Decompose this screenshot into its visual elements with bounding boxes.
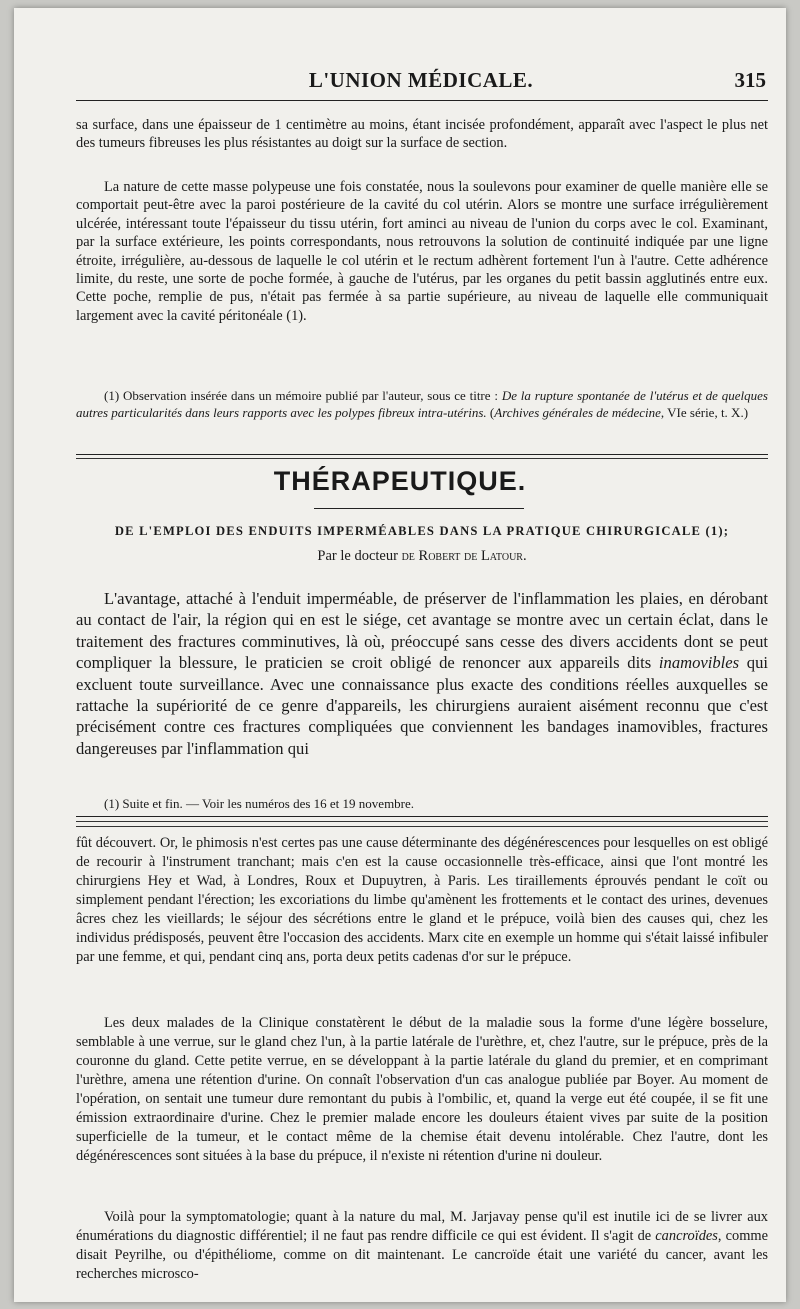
header-rule [76,100,768,101]
article-body: L'avantage, attaché à l'enduit imperméable, de préserver de l'inflammation les plaies, en dérobant au contact de l'air, la région qui en est le siége, cet avantage se montre avec un certain éclat, dans le traitement des fractures comminutives, là où, préoccupé sans cesse des divers accidents dont se peut compliquer la blessure, le praticien se croit obligé de renoncer aux appareils dits inamovibles qui excluent toute surveillance. Avec une connaissance plus exacte des conditions réelles auxquelles se rattache la supériorité de ce genre d'appareils, les chirurgiens auraient aisément reconnu que c'est précisément contre ces fractures compliquées que conviennent les bandages inamovibles, fractures dangereuses par l'inflammation qui [76,589,768,758]
byline: Par le docteur de Robert de Latour. [317,548,527,564]
section-title-underline [314,508,524,509]
page-number: 315 [734,68,766,92]
top-footnote: (1) Observation insérée dans un mémoire publié par l'auteur, sous ce titre : De la rupture spontanée de l'utérus et de quelques autres particularités dans leurs rapports avec les polypes fibreux intra-utérins. (Archives générales de médecine, VIe série, t. X.) [76,388,768,420]
newspaper-page [14,8,786,1302]
top-paragraph-2: La nature de cette masse polypeuse une fois constatée, nous la soulevons pour examiner de quelle manière elle se comportait peut-être avec la paroi postérieure de la cavité du col utérin. Alors se montre une surface irrégulièrement ulcérée, intéressant toute l'épaisseur du tissu utérin, fort aminci au niveau de l'union du corps avec le col. Examinant, par la surface extérieure, les points correspondants, nous retrouvons la solution de continuité indiquée par une ligne étroite, irrégulière, au-dessous de laquelle le col utérin et le rectum adhèrent fortement l'un à l'autre. Cette adhérence limite, du reste, une sorte de poche formée, à gauche de l'utérus, par les organes du petit bassin agglutinés entre eux. Cette poche, remplie de pus, n'était pas fermée à sa partie supérieure, au niveau de laquelle elle communiquait largement avec la cavité péritonéale (1). [76,179,768,324]
top-paragraph-1: sa surface, dans une épaisseur de 1 centimètre au moins, étant incisée profondément, apparaît avec l'aspect le plus net des tumeurs fibreuses les plus résistantes au doigt sur la surface de section. [76,117,768,152]
article-title: DE L'EMPLOI DES ENDUITS IMPERMÉABLES DANS LA PRATIQUE CHIRURGICALE (1); [114,524,730,538]
section-rule-top-thin [76,458,768,459]
bottom-paragraph-3: Voilà pour la symptomatologie; quant à la nature du mal, M. Jarjavay pense qu'il est inutile ici de se livrer aux énumérations du diagnostic différentiel; il ne faut pas rendre difficile ce qui est évident. Il s'agit de cancroïdes, comme disait Peyrilhe, ou d'épithéliome, comme on dit maintenant. Le cancroïde était une variété du cancer, avant les recherches microsco- [76,1209,768,1282]
article-footnote: (1) Suite et fin. — Voir les numéros des 16 et 19 novembre. [104,796,415,811]
journal-title: L'UNION MÉDICALE. [308,68,534,92]
page-header [76,66,766,102]
lower-rule-1 [76,816,768,817]
lower-rule-2 [76,821,768,822]
bottom-paragraph-1: fût découvert. Or, le phimosis n'est certes pas une cause déterminante des dégénérescences pour lesquelles on est obligé de recourir à l'instrument tranchant; mais c'en est la cause occasionnelle très-efficace, ainsi que l'ont montré les chirurgiens Hey et Wad, à Londres, Roux et Dupuytren, à Paris. Les tiraillements éprouvés pendant le coït ou simplement pendant l'érection; les excoriations du limbe qu'amènent les frottements et le contact des urines, devenues âcres chez les vieillards; le séjour des sécrétions entre le gland et le prépuce, voilà bien des causes qui, chez les individus prédisposés, peuvent être l'occasion des accidents. Marx cite en exemple un homme qui s'était laissé infibuler par une femme, et qui, pendant cinq ans, porta deux petits cadenas d'or sur le prépuce. [76,835,768,965]
lower-rule-3 [76,826,768,827]
bottom-paragraph-2: Les deux malades de la Clinique constatèrent le début de la maladie sous la forme d'une légère bosselure, semblable à une verrue, sur le gland chez l'un, à la partie latérale de l'urèthre, et, chez l'autre, sur le prépuce, près de la couronne du gland. Cette petite verrue, en se développant à la partie latérale du gland du premier, et en comprimant l'urèthre, amena une rétention d'urine. On connaît l'observation d'un cas analogue publiée par Boyer. Au moment de l'opération, on sentait une tumeur dure remontant du pubis à l'ombilic, et, quand la verge eut été coupée, il se fit une émission extraordinaire d'urine. Chez le premier malade encore les douleurs étaient vives par suite de la position superficielle de la tumeur, et le contact même de la chemise était devenu intolérable. Chez l'autre, dont les dégénérescences sont situées à la base du prépuce, il n'existe ni rétention d'urine ni douleur. [76,1015,768,1164]
section-title: THÉRAPEUTIQUE. [273,466,527,496]
section-rule-top [76,454,768,455]
